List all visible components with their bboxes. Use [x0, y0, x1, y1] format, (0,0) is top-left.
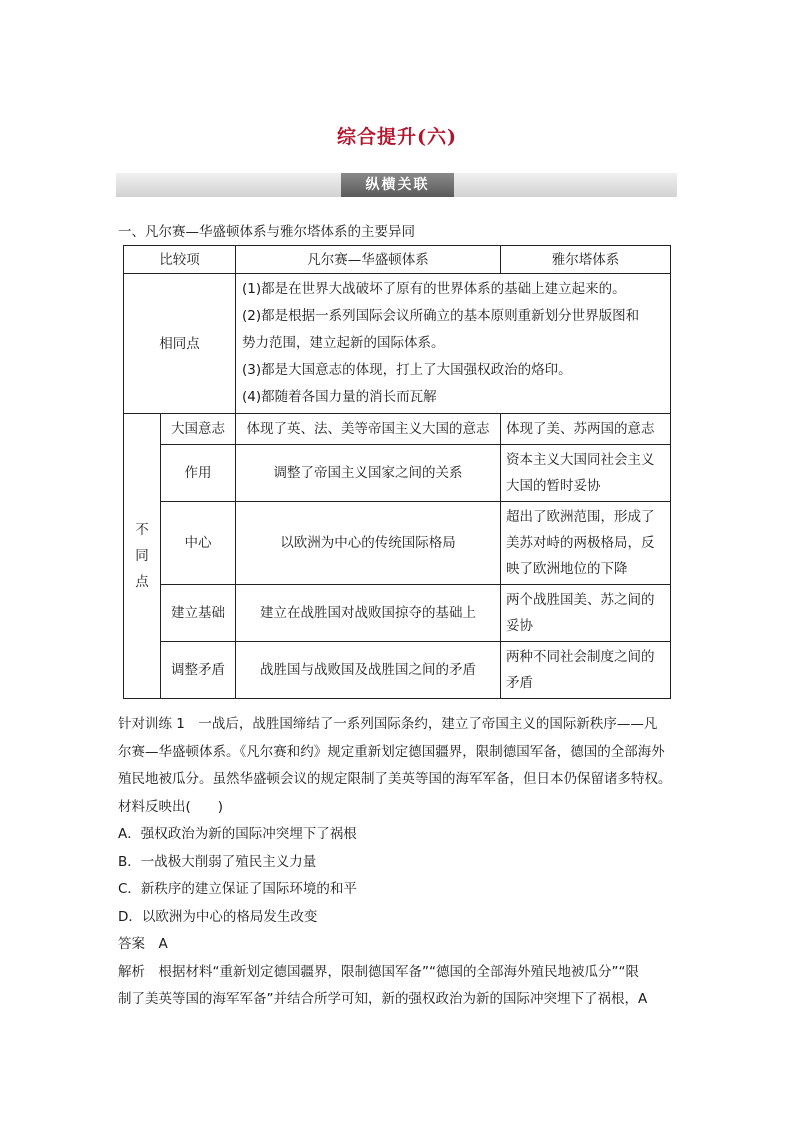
- table-row: [124, 585, 671, 642]
- exercise: [118, 711, 678, 1014]
- table-header-row: [124, 246, 671, 274]
- diff-char: 不: [135, 522, 149, 538]
- same-row: [124, 274, 671, 414]
- diff-char: 点: [135, 574, 149, 590]
- row-vw: 以欧洲为中心的传统国际格局: [236, 502, 501, 585]
- table-row: [124, 502, 671, 585]
- row-yalta: 两个战胜国美、苏之间的妥协: [501, 585, 671, 642]
- same-line: (4)都随着各国力量的消长而瓦解: [242, 389, 437, 405]
- row-vw: 建立在战胜国对战败国掠夺的基础上: [236, 585, 501, 642]
- same-line: (2)都是根据一系列国际会议所确立的基本原则重新划分世界版图和: [242, 308, 640, 324]
- row-yalta: 资本主义大国同社会主义大国的暂时妥协: [501, 445, 671, 502]
- row-yalta: 体现了美、苏两国的意志: [501, 414, 671, 445]
- analysis-line: 解析 根据材料“重新划定德国疆界，限制德国军备”“德国的全部海外殖民地被瓜分”“限: [118, 963, 639, 980]
- row-item: 作用: [161, 445, 236, 502]
- row-yalta: 超出了欧洲范围，形成了美苏对峙的两极格局，反映了欧洲地位的下降: [501, 502, 671, 585]
- comparison-table: [123, 245, 671, 699]
- header-item: 比较项: [124, 246, 236, 274]
- row-vw: 调整了帝国主义国家之间的关系: [236, 445, 501, 502]
- header-vw: 凡尔赛—华盛顿体系: [236, 246, 501, 274]
- analysis-line: 制了美英等国的海军军备”并结合所学可知，新的强权政治为新的国际冲突埋下了祸根，A: [118, 991, 648, 1007]
- row-item: 大国意志: [161, 414, 236, 445]
- header-yalta: 雅尔塔体系: [501, 246, 671, 274]
- row-vw: 体现了英、法、美等帝国主义大国的意志: [236, 414, 501, 445]
- stem-line: 殖民地被瓜分。虽然华盛顿会议的规定限制了美英等国的海军军备，但日本仍保留诸多特权。: [118, 771, 672, 787]
- table-row: [124, 414, 671, 445]
- option-a: A．强权政治为新的国际冲突埋下了祸根: [118, 826, 357, 842]
- diff-label: [124, 414, 161, 699]
- diff-char: 同: [135, 548, 149, 564]
- same-line: (3)都是大国意志的体现，打上了大国强权政治的烙印。: [242, 362, 572, 378]
- row-vw: 战胜国与战败国及战胜国之间的矛盾: [236, 642, 501, 699]
- row-yalta: 两种不同社会制度之间的矛盾: [501, 642, 671, 699]
- option-b: B．一战极大削弱了殖民主义力量: [118, 853, 317, 870]
- option-d: D．以欧洲为中心的格局发生改变: [118, 908, 318, 925]
- section-bar-label: 纵横关联: [341, 173, 454, 197]
- answer: 答案 A: [118, 936, 168, 952]
- table-row: [124, 642, 671, 699]
- same-content: [236, 274, 671, 414]
- same-line: (1)都是在世界大战破坏了原有的世界体系的基础上建立起来的。: [242, 281, 626, 297]
- section-heading: 一、凡尔赛—华盛顿体系与雅尔塔体系的主要异同: [118, 224, 415, 240]
- page-title: 综合提升(六): [337, 126, 457, 148]
- same-label: 相同点: [124, 274, 236, 414]
- row-item: 中心: [161, 502, 236, 585]
- row-item: 调整矛盾: [161, 642, 236, 699]
- option-c: C．新秩序的建立保证了国际环境的和平: [118, 881, 357, 897]
- stem-line: 材料反映出( ): [118, 798, 224, 815]
- table-row: [124, 445, 671, 502]
- same-line: 势力范围，建立起新的国际体系。: [242, 335, 445, 351]
- row-item: 建立基础: [161, 585, 236, 642]
- stem-line: 针对训练 1 一战后，战胜国缔结了一系列国际条约，建立了帝国主义的国际新秩序——凡: [118, 716, 658, 732]
- stem-line: 尔赛—华盛顿体系。《凡尔赛和约》规定重新划定德国疆界，限制德国军备，德国的全部海外: [118, 743, 665, 760]
